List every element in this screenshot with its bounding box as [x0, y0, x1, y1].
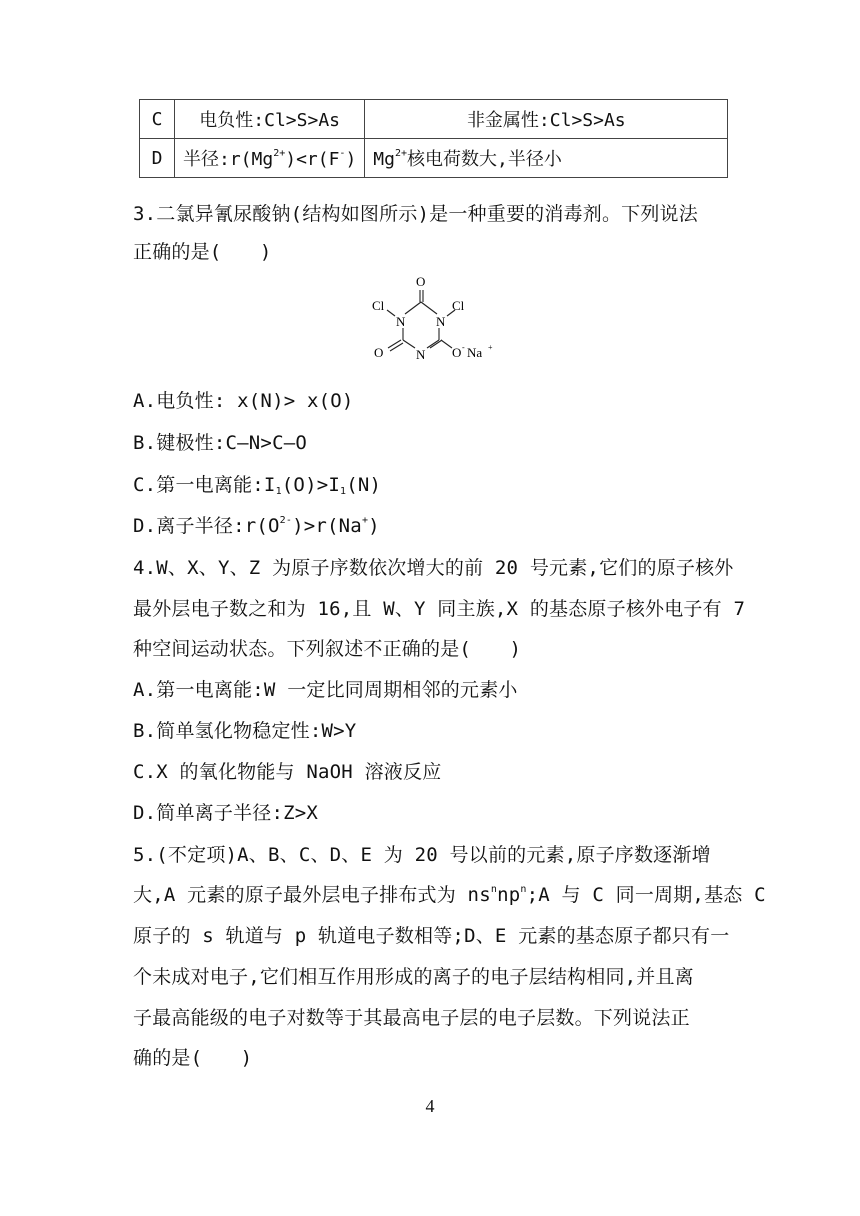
option-text: (O)>I — [281, 474, 340, 496]
na-charge: + — [488, 343, 493, 352]
atom-cl-left: Cl — [372, 298, 385, 313]
stem-text: 大,A 元素的原子最外层电子排布式为 ns — [133, 884, 491, 906]
atom-na: Na — [467, 345, 483, 360]
q4-stem-line: 最外层电子数之和为 16,且 W、Y 同主族,X 的基态原子核外电子有 7 — [133, 598, 746, 620]
page-number: 4 — [425, 1096, 435, 1116]
option-text: )>r(Na — [292, 515, 362, 537]
molecule-structure — [358, 268, 498, 368]
q5-stem-line: 子最高能级的电子对数等于其最高电子层的电子层数。下列说法正 — [133, 1007, 690, 1029]
q5-stem-line: 5.(不定项)A、B、C、D、E 为 20 号以前的元素,原子序数逐渐增 — [133, 844, 711, 866]
q4-option-d: D.简单离子半径:Z>X — [133, 802, 319, 824]
table-cell — [175, 139, 365, 178]
stem-text: ;A 与 C 同一周期,基态 C — [526, 884, 766, 906]
o-charge: - — [462, 343, 465, 352]
atom-n-left: N — [396, 314, 406, 329]
option-text: C.第一电离能:I — [133, 474, 276, 496]
stem-text: np — [497, 884, 521, 906]
q3-option-d — [133, 511, 380, 538]
q3-stem-line: 正确的是( ) — [133, 241, 272, 263]
cell-text: ) — [345, 149, 357, 170]
table-row — [140, 100, 728, 139]
cell-text: Mg — [373, 149, 395, 170]
table-row — [140, 139, 728, 178]
q3-option-b: B.键极性:C—N>C—O — [133, 432, 307, 454]
q3-stem-line: 3.二氯异氰尿酸钠(结构如图所示)是一种重要的消毒剂。下列说法 — [133, 203, 698, 225]
superscript: 2+ — [273, 148, 286, 159]
subscript: 1 — [275, 486, 282, 497]
table-cell: 电负性:Cl>S>As — [175, 100, 365, 139]
superscript: 2+ — [394, 148, 408, 159]
q4-stem-line: 4.W、X、Y、Z 为原子序数依次增大的前 20 号元素,它们的原子核外 — [133, 557, 734, 579]
atom-o-na: O — [452, 345, 462, 360]
q4-option-a: A.第一电离能:W 一定比同周期相邻的元素小 — [133, 679, 518, 701]
table-cell: 非金属性:Cl>S>As — [365, 100, 728, 139]
superscript: 2- — [279, 515, 293, 526]
q5-stem-line — [133, 880, 766, 907]
atom-cl-right: Cl — [452, 298, 465, 313]
atom-n-right: N — [436, 314, 446, 329]
row-letter: C — [140, 100, 175, 139]
subscript: 1 — [340, 486, 347, 497]
cell-text: 半径:r(Mg — [183, 149, 274, 170]
superscript: n — [490, 884, 498, 895]
q3-option-a: A.电负性: x(N)> x(O) — [133, 390, 354, 412]
q5-stem-line: 确的是( ) — [133, 1047, 253, 1069]
q5-stem-line: 原子的 s 轨道与 p 轨道电子数相等;D、E 元素的基态原子都只有一 — [133, 925, 730, 947]
options-table — [139, 99, 728, 178]
q4-option-b: B.简单氢化物稳定性:W>Y — [133, 720, 357, 742]
option-text: (N) — [346, 474, 382, 496]
atom-o-left: O — [374, 345, 384, 360]
option-text: ) — [368, 515, 380, 537]
cell-text: 核电荷数大,半径小 — [407, 149, 562, 170]
atom-o-top: O — [416, 274, 426, 289]
superscript: n — [520, 884, 527, 895]
row-letter: D — [140, 139, 175, 178]
superscript: + — [361, 515, 369, 526]
q4-stem-line: 种空间运动状态。下列叙述不正确的是( ) — [133, 638, 522, 660]
q3-option-c — [133, 470, 381, 497]
q5-stem-line: 个未成对电子,它们相互作用形成的离子的电子层结构相同,并且离 — [133, 966, 694, 988]
table-cell — [365, 139, 728, 178]
superscript: - — [339, 148, 346, 159]
cell-text: )<r(F — [285, 149, 340, 170]
option-text: D.离子半径:r(O — [133, 515, 280, 537]
atom-n-bottom: N — [416, 347, 426, 362]
q4-option-c: C.X 的氧化物能与 NaOH 溶液反应 — [133, 761, 442, 783]
